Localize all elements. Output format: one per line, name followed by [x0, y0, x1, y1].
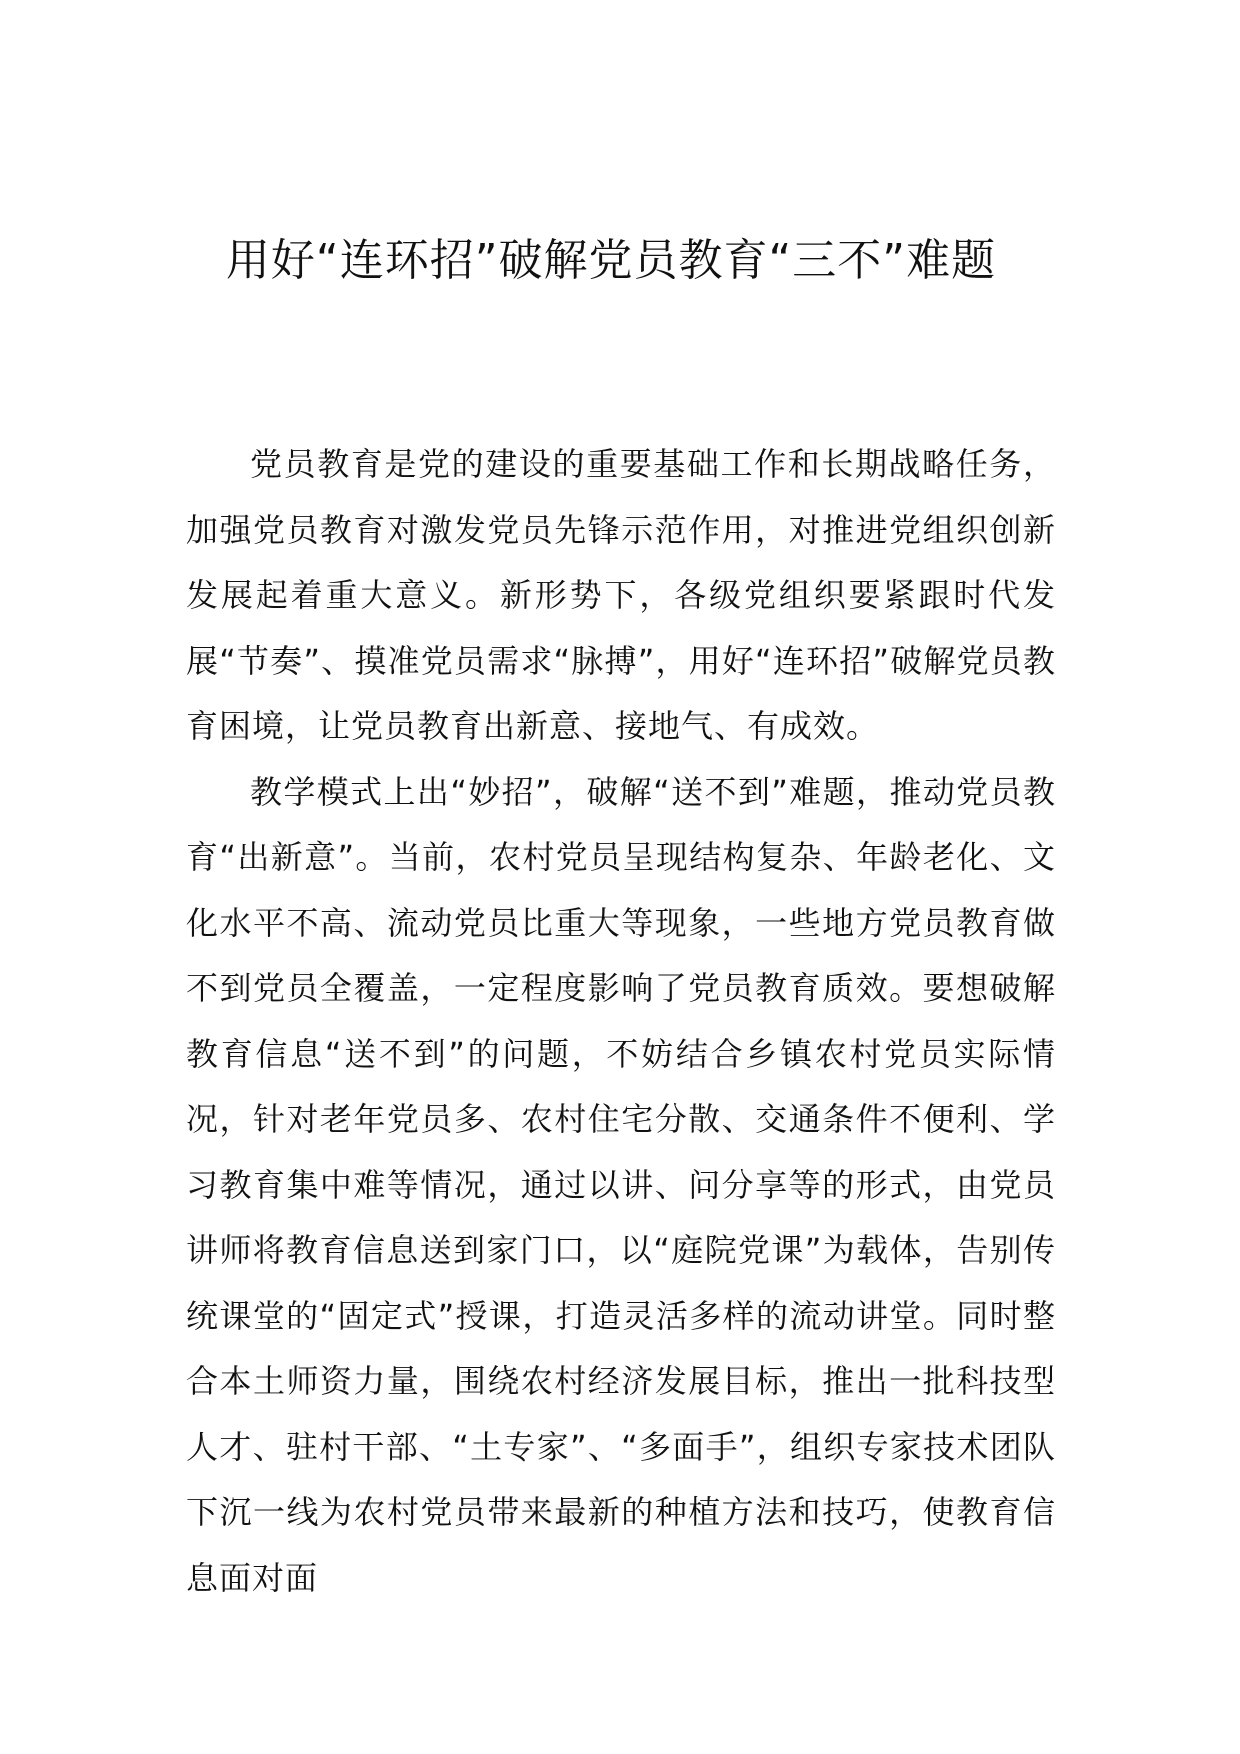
paragraph-1: 党员教育是党的建设的重要基础工作和长期战略任务，加强党员教育对激发党员先锋示范作用，对推进党组织创新发展起着重大意义。新形势下，各级党组织要紧跟时代发展“节奏”、摸准党员需求“脉搏”，用好“连环招”破解党员教育困境，让党员教育出新意、接地气、有成效。 [186, 445, 1056, 745]
document-body [186, 432, 1056, 1611]
document-title: 用好“连环招”破解党员教育“三不”难题 [225, 235, 997, 286]
paragraph-2: 教学模式上出“妙招”，破解“送不到”难题，推动党员教育“出新意”。当前，农村党员呈现结构复杂、年龄老化、文化水平不高、流动党员比重大等现象，一些地方党员教育做不到党员全覆盖，一定程度影响了党员教育质效。要想破解教育信息“送不到”的问题，不妨结合乡镇农村党员实际情况，针对老年党员多、农村住宅分散、交通条件不便利、学习教育集中难等情况，通过以讲、问分享等的形式，由党员讲师将教育信息送到家门口，以“庭院党课”为载体，告别传统课堂的“固定式”授课，打造灵活多样的流动讲堂。同时整合本土师资力量，围绕农村经济发展目标，推出一批科技型人才、驻村干部、“土专家”、“多面手”，组织专家技术团队下沉一线为农村党员带来最新的种植方法和技巧，使教育信息面对面 [186, 772, 1056, 1597]
